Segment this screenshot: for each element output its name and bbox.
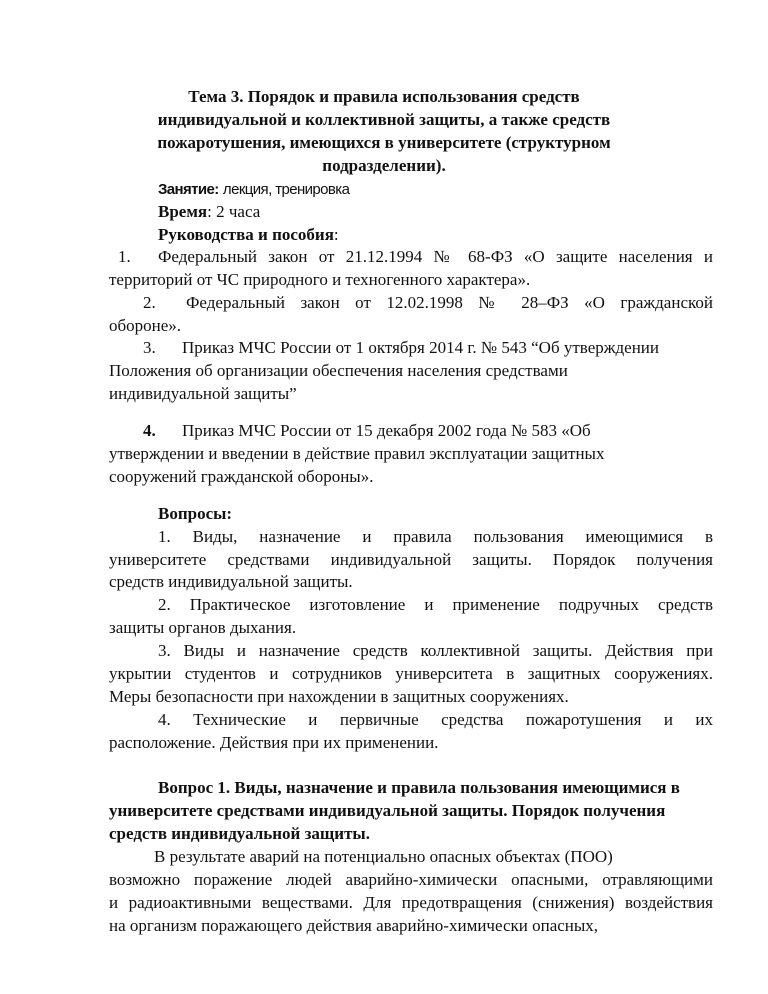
- time-label: Время: [158, 202, 208, 221]
- question-1-line-1: 1. Виды, назначение и правила пользования имеющимися в: [158, 527, 713, 546]
- topic-title-line-2: индивидуальной и коллективной защиты, а также средств: [157, 110, 611, 129]
- section-1-paragraph-line-2: возможно поражение людей аварийно-химически опасными, отравляющими: [109, 870, 713, 889]
- lesson-label: Занятие:: [158, 181, 219, 198]
- guide-2-number: 2.: [143, 293, 156, 312]
- guide-2-line-1: Федеральный закон от 12.02.1998 № 28–ФЗ «О гражданской: [186, 293, 713, 312]
- section-1-paragraph-line-1: В результате аварий на потенциально опасных объектах (ПОО): [154, 847, 613, 866]
- guide-3-line-1: Приказ МЧС России от 1 октября 2014 г. № 543 “Об утверждении: [182, 338, 659, 357]
- topic-title-line-3: пожаротушения, имеющихся в университете (структурном: [157, 133, 611, 152]
- guide-3-line-3: индивидуальной защиты”: [109, 384, 297, 403]
- guides-colon: :: [333, 225, 339, 244]
- guide-4-line-3: сооружений гражданской обороны».: [109, 467, 374, 486]
- question-1-line-3: средств индивидуальной защиты.: [109, 572, 353, 591]
- question-1-line-2: университете средствами индивидуальной защиты. Порядок получения: [109, 550, 713, 569]
- guide-3-line-2: Положения об организации обеспечения населения средствами: [109, 361, 568, 380]
- question-3-line-2: укрытии студентов и сотрудников университета в защитных сооружениях.: [109, 664, 713, 683]
- lesson-value: лекция, тренировка: [222, 181, 350, 198]
- section-1-paragraph-line-3: и радиоактивными веществами. Для предотвращения (снижения) воздействия: [109, 893, 713, 912]
- guide-1-number: 1.: [118, 247, 131, 266]
- topic-title-line-1: Тема 3. Порядок и правила использования средств: [188, 87, 580, 106]
- question-2-line-2: защиты органов дыхания.: [109, 618, 297, 637]
- question-3-line-3: Меры безопасности при нахождении в защитных сооружениях.: [109, 687, 569, 706]
- questions-heading: Вопросы:: [158, 504, 233, 523]
- guides-heading: [158, 223, 339, 246]
- time-value: : 2 часа: [207, 202, 261, 221]
- guide-3-number: 3.: [143, 338, 156, 357]
- question-4-line-2: расположение. Действия при их применении.: [109, 733, 439, 752]
- question-4-line-1: 4. Технические и первичные средства пожаротушения и их: [158, 710, 713, 729]
- section-1-paragraph-line-4: на организм поражающего действия аварийно-химически опасных,: [109, 916, 599, 935]
- guides-label: Руководства и пособия: [158, 225, 334, 244]
- question-3-line-1: 3. Виды и назначение средств коллективной защиты. Действия при: [158, 641, 713, 660]
- lesson-line: [158, 177, 349, 201]
- guide-4-line-2: утверждении и введении в действие правил эксплуатации защитных: [109, 444, 605, 463]
- section-1-heading-line-2: университете средствами индивидуальной защиты. Порядок получения: [109, 801, 666, 820]
- guide-4-line-1: Приказ МЧС России от 15 декабря 2002 года № 583 «Об: [182, 421, 591, 440]
- guide-4-number: 4.: [143, 421, 156, 440]
- question-2-line-1: 2. Практическое изготовление и применение подручных средств: [158, 595, 713, 614]
- section-1-heading-line-1: Вопрос 1. Виды, назначение и правила пользования имеющимися в: [158, 778, 680, 797]
- time-line: [158, 200, 260, 223]
- guide-1-line-1: Федеральный закон от 21.12.1994 № 68-ФЗ «О защите населения и: [158, 247, 713, 266]
- guide-1-line-2: территорий от ЧС природного и техногенного характера».: [109, 270, 531, 289]
- topic-title-line-4: подразделении).: [322, 156, 446, 175]
- section-1-heading-line-3: средств индивидуальной защиты.: [109, 824, 370, 843]
- guide-2-line-2: обороне».: [109, 316, 182, 335]
